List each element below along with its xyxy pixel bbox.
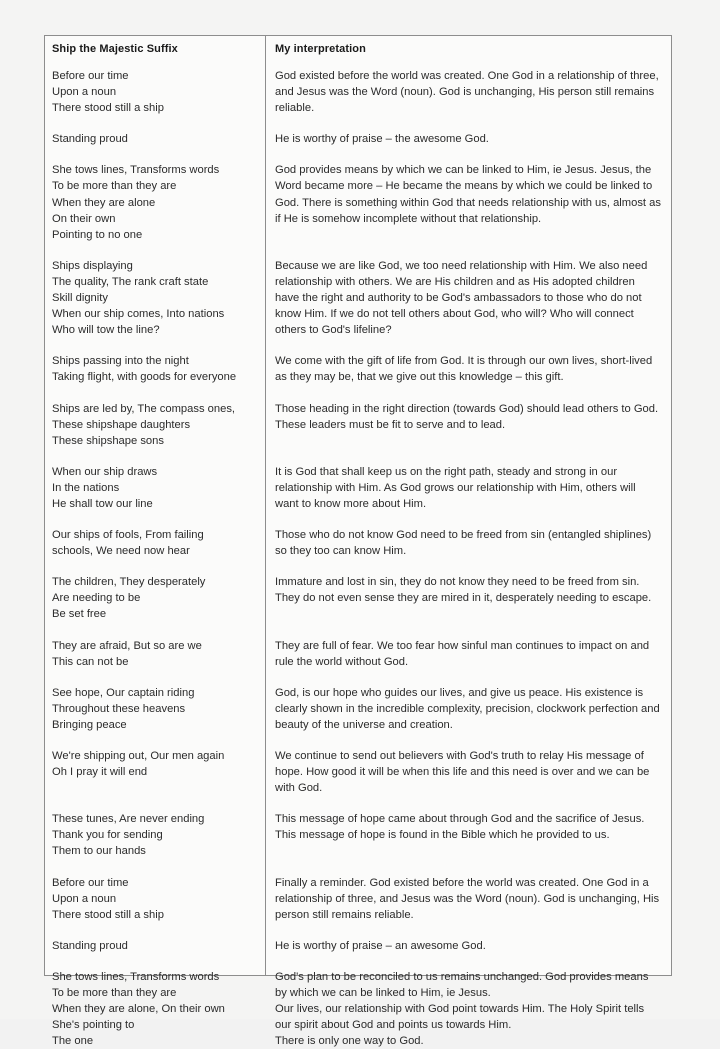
lyrics-line: There stood still a ship [52,908,164,921]
lyrics-line: When our ship draws [52,465,158,478]
interpretation-block [275,685,662,733]
interpretation-block [275,875,662,923]
lyrics-line: These shipshape sons [52,434,164,447]
lyrics-stanza [52,401,258,449]
interpretation-paragraph: Finally a reminder. God existed before the world was created. One God in a relationship of three, and Jesus was the Word (noun). God is unchanging, His person still remains reliable. [275,876,660,921]
table-body [45,62,671,1048]
column-header-lyrics: Ship the Majestic Suffix [52,43,178,55]
lyrics-line: Oh I pray it will end [52,766,148,779]
lyrics-line: Pointing to no one [52,228,143,241]
lyrics-line: Thank you for sending [52,829,163,842]
lyrics-stanza [52,748,258,796]
lyrics-line: She tows lines, Transforms words [52,970,220,983]
lyrics-stanza [52,875,258,923]
lyrics-line: Before our time [52,876,129,889]
lyrics-line: The quality, The rank craft state [52,275,209,288]
interpretation-paragraph: This message of hope came about through God and the sacrifice of Jesus. This message of hope is found in the Bible which he provided to us. [275,813,645,842]
lyrics-stanza [52,638,258,670]
lyrics-line: Who will tow the line? [52,324,160,337]
lyrics-line: To be more than they are [52,987,177,1000]
lyrics-stanza [52,464,258,512]
interpretation-block [275,527,662,559]
interpretation-block [275,969,662,1049]
interpretation-paragraph: Because we are like God, we too need relationship with Him. We also need relationship with others. We are His children and as His adopted children have the right and authority to be God's ambassadors to those who do not know Him. If we do not tell others about God, who will? Who will connect others to God's lifeline? [275,259,648,337]
lyrics-line: The one [52,1035,94,1048]
lyrics-line: She tows lines, Transforms words [52,164,220,177]
lyrics-line: Ships displaying [52,259,133,272]
lyrics-line: Upon a noun [52,86,117,99]
lyrics-line: We're shipping out, Our men again [52,750,225,762]
lyrics-line: When they are alone [52,196,156,209]
interpretation-column [266,62,671,1048]
lyrics-line: When they are alone, On their own [52,1003,225,1016]
interpretation-paragraph-list [275,62,662,1049]
interpretation-paragraph: It is God that shall keep us on the right path, steady and strong in our relationship with Him. As God grows our relationship with Him, others will want to know more about Him. [275,465,636,510]
lyrics-stanza [52,258,258,338]
lyrics-line: These tunes, Are never ending [52,813,205,826]
lyrics-stanza [52,68,258,116]
lyrics-column [45,62,266,1048]
lyrics-stanza [52,131,258,147]
interpretation-paragraph: Immature and lost in sin, they do not know they need to be freed from sin. They do not even sense they are mired in it, desperately needing to escape. [275,576,652,605]
interpretation-block [275,938,662,954]
lyrics-line: Be set free [52,608,107,621]
interpretation-block [275,401,662,449]
interpretation-paragraph: They are full of fear. We too fear how sinful man continues to impact on and rule the world without God. [275,639,650,668]
interpretation-block [275,464,662,512]
interpretation-block [275,574,662,622]
interpretation-block [275,258,662,338]
interpretation-paragraph: Those who do not know God need to be freed from sin (entangled shiplines) so they too can know Him. [275,529,652,558]
interpretation-paragraph: He is worthy of praise – an awesome God. [275,939,486,952]
lyrics-stanza [52,162,258,242]
interpretation-paragraph: God's plan to be reconciled to us remains unchanged. God provides means by which we can be linked to Him, ie Jesus. [275,970,649,1000]
lyrics-stanza [52,938,258,954]
lyrics-line: In the nations [52,481,120,494]
lyrics-line: Upon a noun [52,892,117,905]
lyrics-line: Skill dignity [52,292,108,305]
lyrics-line: To be more than they are [52,180,177,193]
interpretation-paragraph: There is only one way to God. [275,1035,424,1048]
table-header-row [45,36,671,62]
table-header-cell-lyrics [45,36,266,62]
lyrics-line: See hope, Our captain riding [52,686,195,699]
lyrics-line: She's pointing to [52,1019,135,1032]
lyrics-line: This can not be [52,655,129,668]
lyrics-line: Before our time [52,70,129,82]
interpretation-paragraph: Our lives, our relationship with God point towards Him. The Holy Spirit tells our spirit about God and points us towards Him. [275,1003,645,1032]
lyrics-line: Standing proud [52,133,128,146]
lyrics-line: Ships passing into the night [52,355,189,368]
lyrics-line: Are needing to be [52,592,141,605]
interpretation-paragraph: Those heading in the right direction (towards God) should lead others to God. These leaders must be fit to serve and to lead. [275,402,659,431]
interpretation-paragraph: God, is our hope who guides our lives, and give us peace. His existence is clearly shown in the incredible complexity, precision, clockwork perfection and beauty of the universe and creation. [275,686,660,731]
lyrics-stanza [52,969,258,1049]
lyrics-line: Our ships of fools, From failing [52,529,204,542]
lyrics-line: Bringing peace [52,718,127,731]
lyrics-stanza [52,353,258,385]
interpretation-block [275,68,662,116]
lyrics-line: Throughout these heavens [52,702,186,715]
lyrics-line: They are afraid, But so are we [52,639,202,652]
lyrics-line: There stood still a ship [52,102,164,115]
interpretation-paragraph: God existed before the world was created. One God in a relationship of three, and Jesus was the Word (noun). God is unchanging, His person still remains reliable. [275,70,659,115]
lyrics-line: The children, They desperately [52,576,206,589]
interpretation-block [275,638,662,670]
interpretation-block [275,131,662,147]
interpretation-block [275,748,662,796]
lyrics-line: Standing proud [52,939,128,952]
interpretation-paragraph: We continue to send out believers with God's truth to relay His message of hope. How good it will be when this life and this need is over and we can be with God. [275,750,650,795]
lyrics-line: He shall tow our line [52,497,153,510]
lyrics-line: When our ship comes, Into nations [52,308,225,321]
lyrics-stanza-list [52,62,258,1049]
lyrics-line: Ships are led by, The compass ones, [52,402,236,415]
lyrics-stanza [52,811,258,859]
interpretation-paragraph: We come with the gift of life from God. It is through our own lives, short-lived as they may be, that we give out this knowledge – this gift. [275,355,653,384]
interpretation-table [44,35,672,1048]
interpretation-paragraph: He is worthy of praise – the awesome God. [275,133,489,146]
interpretation-block [275,162,662,242]
lyrics-line: Them to our hands [52,845,146,858]
lyrics-stanza [52,527,258,559]
column-header-interpretation: My interpretation [275,43,366,55]
lyrics-line: Taking flight, with goods for everyone [52,371,237,384]
lyrics-line: On their own [52,212,116,225]
lyrics-stanza [52,685,258,733]
table-header-cell-interpretation [266,36,671,62]
interpretation-block [275,353,662,385]
interpretation-paragraph: God provides means by which we can be linked to Him, ie Jesus. Jesus, the Word became more – He became the means by which we could be linked to God. There is something within God that needs relationship with us, almost as if He is somehow incomplete without that relationship. [275,164,661,225]
lyrics-line: These shipshape daughters [52,418,191,431]
lyrics-stanza [52,574,258,622]
interpretation-block [275,811,662,859]
lyrics-line: schools, We need now hear [52,545,190,558]
